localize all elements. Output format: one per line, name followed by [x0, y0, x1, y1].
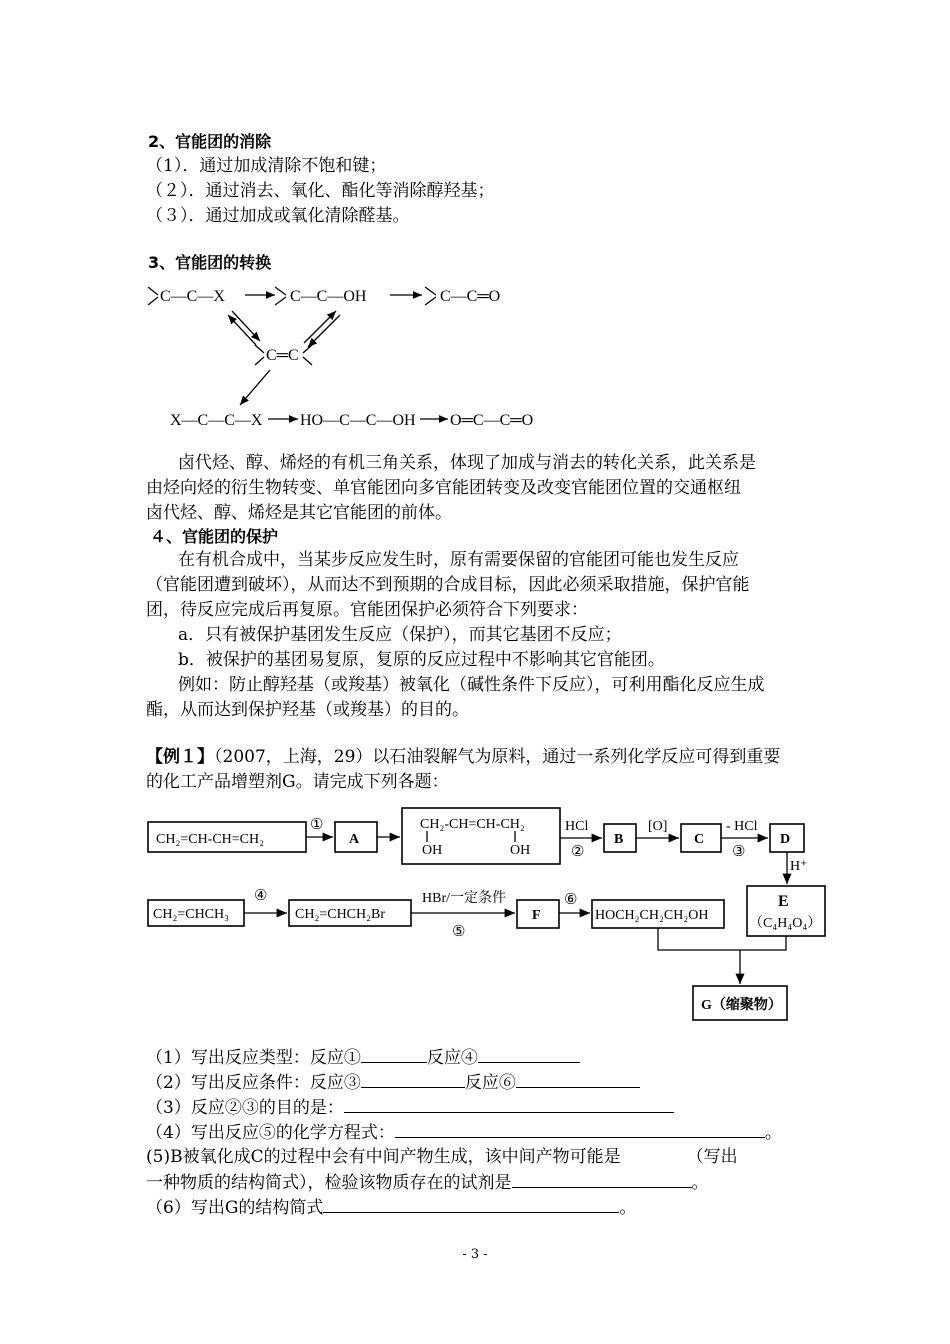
fc-allyl-bromide: CH₂=CHCH₂Br — [295, 907, 386, 922]
section3-paragraph-2: 由烃向烃的衍生物转变、单官能团向多官能团转变及改变官能团位置的交通枢纽 — [146, 478, 741, 498]
fc-diol-top: CH₂-CH=CH-CH₂ — [420, 817, 525, 832]
functional-group-conversion-scheme — [140, 275, 580, 440]
section4-line-7: 酯，从而达到保护羟基（或羧基）的目的。 — [146, 700, 469, 720]
section4-line-3: 团，待反应完成后再复原。官能团保护必须符合下列要求： — [146, 600, 588, 620]
fc-D: D — [780, 832, 791, 847]
section3-heading: 3、官能团的转换 — [148, 253, 272, 272]
q4-end: 。 — [764, 1123, 782, 1143]
fc-E: E — [778, 893, 789, 910]
fc-B: B — [614, 832, 624, 847]
section4-line-5: b．被保护的基团易复原，复原的反应过程中不影响其它官能团。 — [178, 650, 665, 670]
fc-F: F — [532, 908, 541, 923]
question-5-line-1 — [146, 1146, 738, 1168]
scheme-top-right: C—C═O — [440, 288, 501, 305]
fc-hcl: HCl — [565, 819, 589, 834]
section4-line-6: 例如：防止醇羟基（或羧基）被氧化（碱性条件下反应），可利用酯化反应生成 — [178, 675, 765, 695]
question-5-line-2 — [146, 1171, 709, 1194]
fc-A: A — [349, 832, 360, 847]
q2-part-a: （2）写出反应条件：反应③ — [146, 1073, 361, 1093]
q1-part-b: 反应④ — [426, 1048, 478, 1068]
scheme-bottom-1: X—C—C—X — [170, 412, 263, 429]
fc-minus-hcl: - HCl — [726, 819, 758, 834]
fc-C: C — [694, 832, 705, 847]
q2-blank-2[interactable] — [516, 1071, 640, 1088]
question-1 — [146, 1046, 580, 1069]
q6-end: 。 — [619, 1198, 637, 1218]
section2-item-2: （２）．通过消去、氧化、酯化等消除醇羟基； — [146, 181, 495, 201]
section4-heading: ４、官能团的保护 — [150, 527, 279, 546]
q4-blank[interactable] — [395, 1121, 765, 1138]
q1-blank-2[interactable] — [478, 1046, 580, 1063]
page-number: - 3 - — [462, 1247, 488, 1262]
fc-step1: ① — [310, 817, 324, 833]
scheme-bottom-2: HO—C—C—OH — [300, 412, 416, 429]
question-3 — [146, 1096, 674, 1119]
q4-text: （4）写出反应⑤的化学方程式： — [146, 1123, 395, 1143]
fc-diol-oh2: OH — [510, 843, 531, 858]
q5-part-c: 一种物质的结构简式），检验该物质存在的试剂是 — [146, 1173, 512, 1193]
fc-propene: CH₂=CHCH₃ — [153, 907, 230, 922]
q1-part-a: （1）写出反应类型：反应① — [146, 1048, 361, 1068]
q2-blank-1[interactable] — [361, 1071, 465, 1088]
q5-part-b: （写出 — [686, 1147, 738, 1167]
section2-item-3: （３）．通过加成或氧化清除醛基。 — [146, 206, 410, 226]
synthesis-flowchart — [140, 800, 840, 1030]
fc-butadiene: CH₂=CH-CH=CH₂ — [156, 832, 265, 847]
scheme-top-left: C—C—X — [160, 288, 225, 305]
q6-text: （6）写出G的结构简式 — [146, 1198, 324, 1218]
fc-E-formula: （C₄H₄O₄） — [749, 916, 822, 931]
q3-blank[interactable] — [344, 1096, 674, 1113]
fc-step5: ⑤ — [452, 924, 466, 940]
fc-G: G（缩聚物） — [701, 998, 782, 1013]
section3-paragraph-3: 卤代烃、醇、烯烃是其它官能团的前体。 — [146, 503, 452, 523]
scheme-middle: C═C — [266, 347, 299, 364]
scheme-top-mid: C—C—OH — [290, 288, 367, 305]
question-6 — [146, 1196, 636, 1219]
fc-step2: ② — [571, 844, 585, 860]
fc-step4: ④ — [254, 888, 268, 904]
example-label: 【例１】 — [146, 747, 214, 767]
q5-end: 。 — [691, 1173, 709, 1193]
section4-line-2: （官能团遭到破坏），从而达不到预期的合成目标，因此必须采取措施，保护官能 — [146, 575, 750, 595]
section4-line-1: 在有机合成中，当某步反应发生时，原有需要保留的官能团可能也发生反应 — [178, 550, 739, 570]
fc-hbr: HBr/一定条件 — [422, 891, 506, 906]
question-4 — [146, 1121, 782, 1144]
scheme-bottom-3: O═C—C═O — [450, 412, 534, 429]
section4-line-4: a．只有被保护基团发生反应（保护），而其它基团不反应； — [178, 625, 622, 645]
example-intro-1: （2007，上海，29）以石油裂解气为原料，通过一系列化学反应可得到重要 — [214, 747, 781, 767]
q1-blank-1[interactable] — [361, 1046, 427, 1063]
fc-step6: ⑥ — [564, 892, 578, 908]
q2-part-b: 反应⑥ — [464, 1073, 516, 1093]
q5-part-a: (5)B被氧化成C的过程中会有中间产物生成，该中间产物可能是 — [146, 1147, 621, 1167]
q5-blank[interactable] — [512, 1171, 692, 1188]
fc-hplus: H⁺ — [790, 859, 808, 874]
section2-item-1: （1）．通过加成清除不饱和键； — [146, 156, 387, 176]
fc-step3: ③ — [732, 844, 746, 860]
example-intro-line-1 — [146, 746, 780, 768]
example-intro-2: 的化工产品增塑剂G。请完成下列各题： — [146, 772, 449, 792]
fc-diol-oh1: OH — [422, 843, 443, 858]
fc-propanediol: HOCH₂CH₂CH₂OH — [595, 908, 709, 923]
question-2 — [146, 1071, 640, 1094]
section2-heading: 2、官能团的消除 — [148, 132, 272, 151]
section3-paragraph-1: 卤代烃、醇、烯烃的有机三角关系，体现了加成与消去的转化关系，此关系是 — [178, 453, 756, 473]
fc-ox: [O] — [648, 819, 668, 834]
q3-text: （3）反应②③的目的是： — [146, 1098, 344, 1118]
q6-blank[interactable] — [323, 1196, 619, 1213]
